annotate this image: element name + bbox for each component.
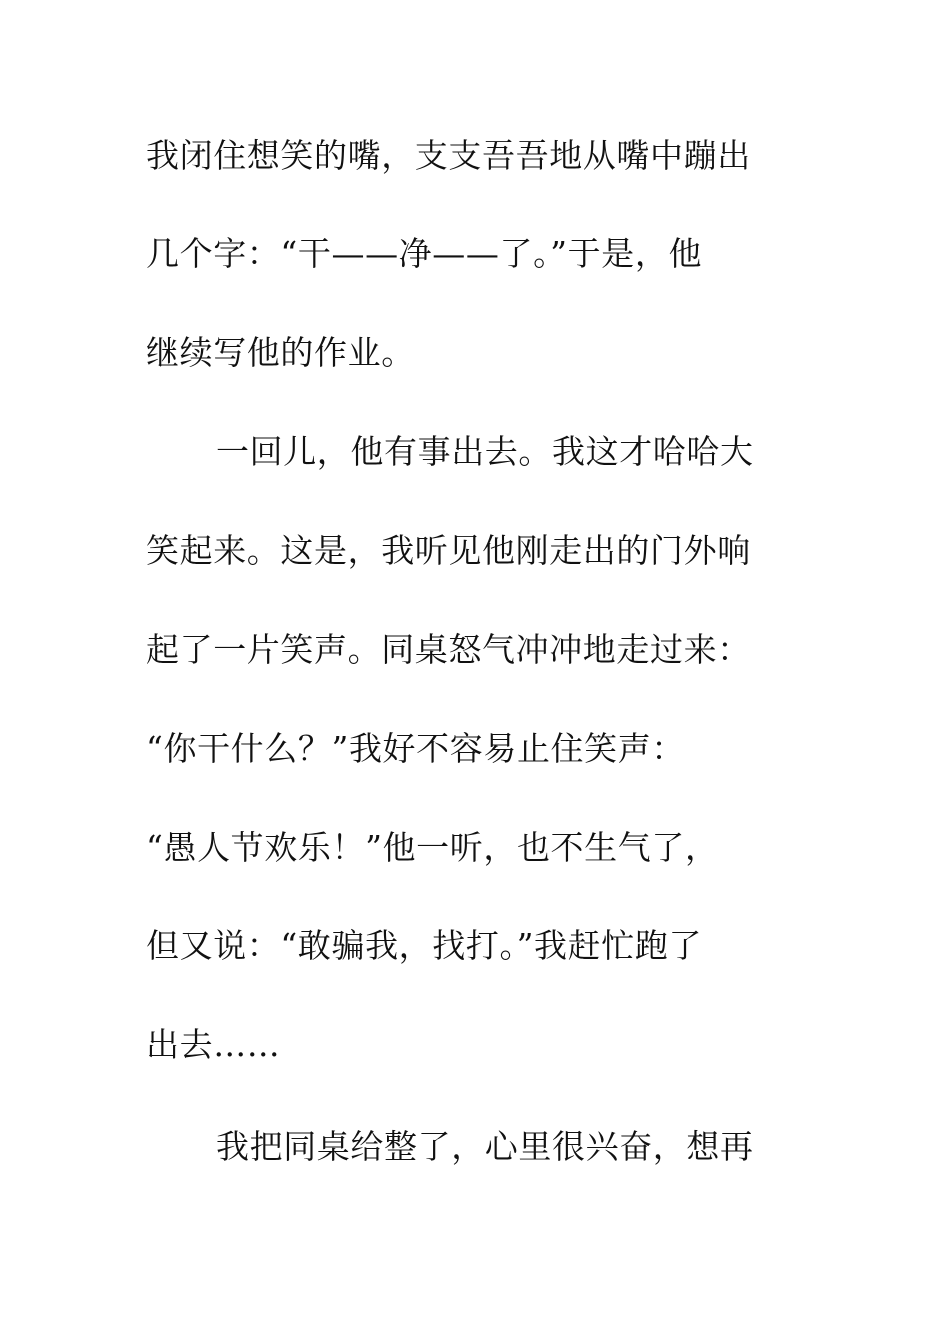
text-line-9: 但又说：“敢骗我，找打。”我赶忙跑了	[146, 926, 703, 965]
text-line-6: 起了一片笑声。同桌怒气冲冲地走过来：	[146, 630, 751, 669]
text-line-2: 几个字：“干——净——了。”于是，他	[146, 234, 703, 273]
text-line-3: 继续写他的作业。	[146, 333, 415, 372]
text-line-10: 出去……	[146, 1025, 281, 1064]
text-line-7: “你干什么？”我好不容易止住笑声：	[146, 729, 685, 768]
text-line-4: 一回儿，他有事出去。我这才哈哈大	[216, 432, 754, 471]
text-line-1: 我闭住想笑的嘴，支支吾吾地从嘴中蹦出	[146, 136, 751, 175]
text-line-5: 笑起来。这是，我听见他刚走出的门外响	[146, 531, 751, 570]
text-line-11: 我把同桌给整了，心里很兴奋，想再	[216, 1127, 754, 1166]
text-line-8: “愚人节欢乐！”他一听，也不生气了，	[146, 828, 719, 867]
